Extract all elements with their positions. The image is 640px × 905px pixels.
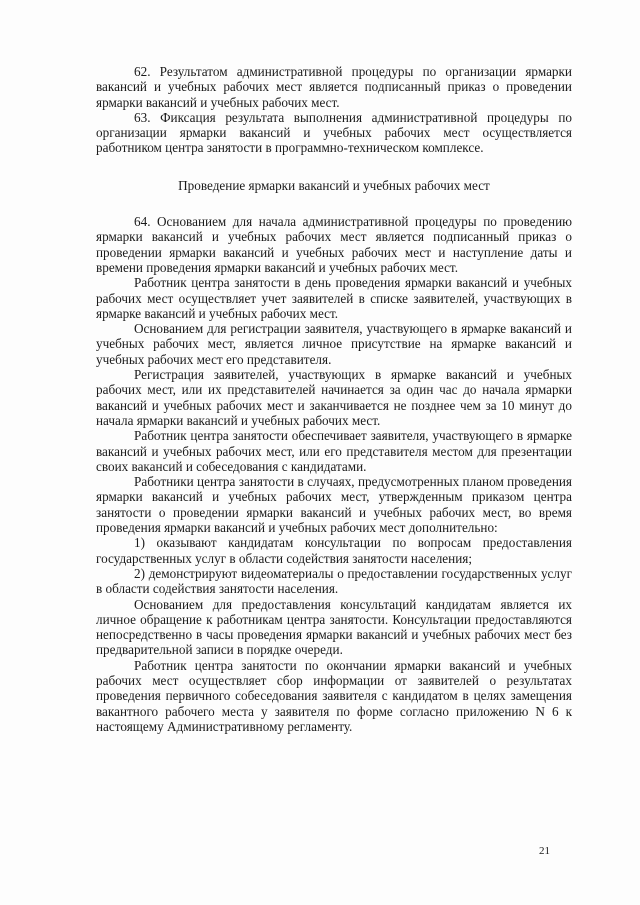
list-item-1: 1) оказывают кандидатам консультации по вопросам предоставления государственных услуг в области содействия занятости населения; bbox=[96, 535, 572, 566]
list-item-2: 2) демонстрируют видеоматериалы о предоставлении государственных услуг в области содействия занятости населения. bbox=[96, 565, 572, 597]
paragraph-registration-accounting: Работник центра занятости в день проведения ярмарки вакансий и учебных рабочих мест осуществляет учет заявителей в списке заявителей, участвующих в ярмарке вакансий и учебных рабочих мест. bbox=[96, 275, 572, 321]
paragraph-consultation-basis: Основанием для предоставления консультаций кандидатам является их личное обращение к работникам центра занятости. Консультации предоставляются непосредственно в часы проведения ярмарки вакансий и учебных рабочих мест без предварительной записи в порядке очереди. bbox=[96, 596, 572, 658]
paragraph-63: 63. Фиксация результата выполнения административной процедуры по организации ярмарки вакансий и учебных рабочих мест осуществляется работником центра занятости в программно-техническом комплексе. bbox=[96, 109, 572, 156]
document-body bbox=[96, 64, 572, 734]
paragraph-62: 62. Результатом административной процедуры по организации ярмарки вакансий и учебных рабочих мест является подписанный приказ о проведении ярмарки вакансий и учебных рабочих мест. bbox=[96, 64, 572, 110]
paragraph-64: 64. Основанием для начала административной процедуры по проведению ярмарки вакансий и учебных рабочих мест является подписанный приказ о проведении ярмарки вакансий и учебных рабочих мест и наступление даты и времени проведения ярмарки вакансий и учебных рабочих мест. bbox=[96, 214, 572, 275]
paragraph-presentation-place: Работник центра занятости обеспечивает заявителя, участвующего в ярмарке вакансий и учебных рабочих мест, или его представителя местом для презентации своих вакансий и собеседования с кандидатами. bbox=[96, 428, 572, 474]
page-number: 21 bbox=[539, 845, 550, 857]
paragraph-registration-time: Регистрация заявителей, участвующих в ярмарке вакансий и учебных рабочих мест, или их представителей начинается за один час до начала ярмарки вакансий и учебных рабочих мест и заканчивается не позднее чем за 10 минут до начала ярмарки вакансий и учебных рабочих мест. bbox=[96, 367, 572, 428]
paragraph-additional-duties: Работники центра занятости в случаях, предусмотренных планом проведения ярмарки вакансий и учебных рабочих мест, утвержденным приказом центра занятости о проведении ярмарки вакансий и учебных рабочих мест, во время проведения ярмарки вакансий и учебных рабочих мест дополнительно: bbox=[96, 474, 572, 536]
paragraph-registration-basis: Основанием для регистрации заявителя, участвующего в ярмарке вакансий и учебных рабочих мест, является личное присутствие на ярмарке вакансий и учебных рабочих мест его представителя. bbox=[96, 321, 572, 367]
section-heading: Проведение ярмарки вакансий и учебных рабочих мест bbox=[178, 177, 490, 193]
paragraph-results-collection: Работник центра занятости по окончании ярмарки вакансий и учебных рабочих мест осуществляет сбор информации от заявителей о результатах проведения первичного собеседования заявителя с кандидатом в целях замещения вакантного рабочего места у заявителя по форме согласно приложению N 6 к настоящему Административному регламенту. bbox=[96, 657, 572, 734]
